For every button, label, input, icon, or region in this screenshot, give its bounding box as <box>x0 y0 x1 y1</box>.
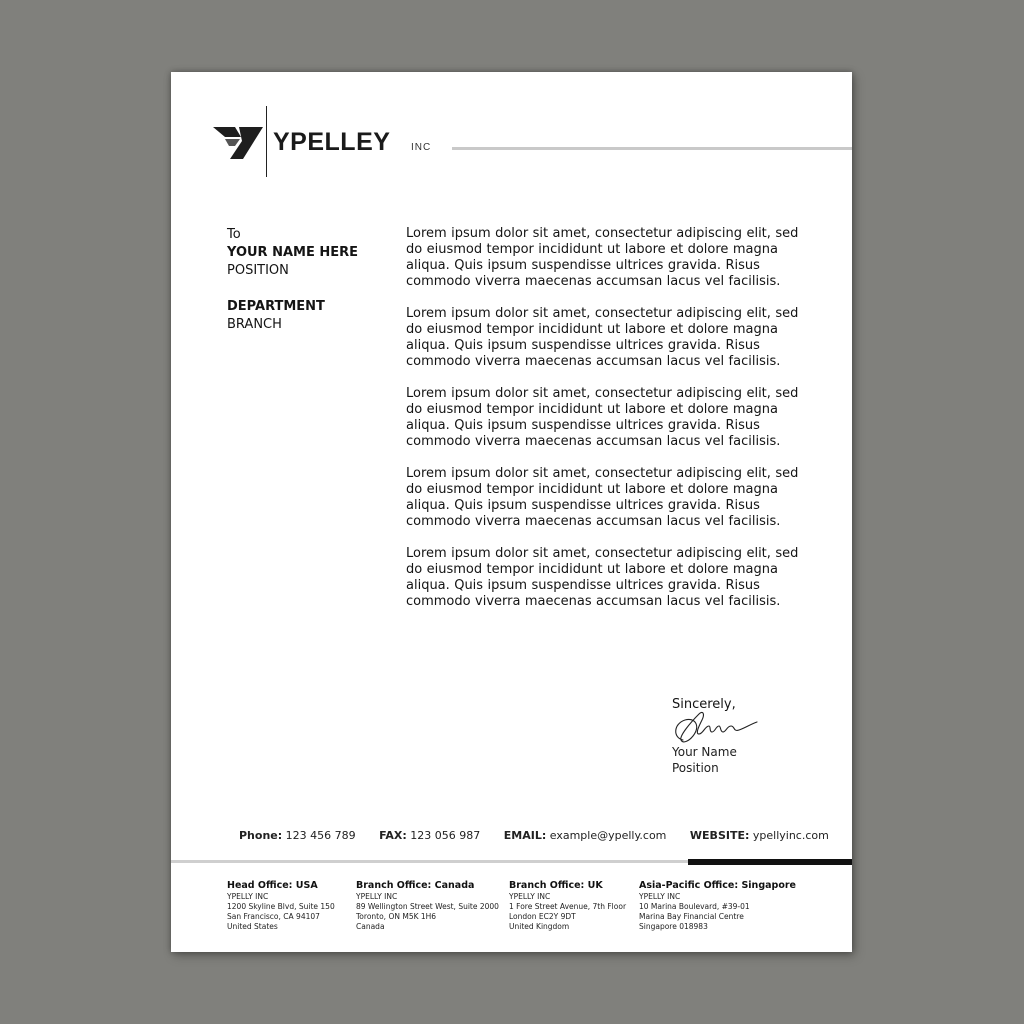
recipient-branch: BRANCH <box>227 317 282 332</box>
header-rule <box>452 147 852 150</box>
contact-fax <box>379 829 484 842</box>
letter-body <box>406 226 816 626</box>
office-title: Branch Office: Canada <box>356 880 475 891</box>
office-line: Marina Bay Financial Centre <box>639 912 744 921</box>
office-title: Asia-Pacific Office: Singapore <box>639 880 796 891</box>
website-label: WEBSITE: <box>689 829 750 842</box>
contact-row <box>239 829 849 842</box>
office-canada <box>356 879 499 932</box>
body-paragraph: Lorem ipsum dolor sit amet, consectetur adipiscing elit, sed do eiusmod tempor incididunt ut labore et dolore magna aliqua. Quis ipsum suspendisse ultrices gravida. Risus commodo viverra maecenas accumsan lacus vel facilisis. <box>406 546 799 609</box>
body-paragraph: Lorem ipsum dolor sit amet, consectetur adipiscing elit, sed do eiusmod tempor incididunt ut labore et dolore magna aliqua. Quis ipsum suspendisse ultrices gravida. Risus commodo viverra maecenas accumsan lacus vel facilisis. <box>406 226 799 289</box>
email-value: example@ypelly.com <box>549 829 667 842</box>
website-value: ypellyinc.com <box>752 829 829 842</box>
office-line: Toronto, ON M5K 1H6 <box>356 912 437 921</box>
fax-value: 123 056 987 <box>410 829 481 842</box>
office-line: 89 Wellington Street West, Suite 2000 <box>356 902 499 911</box>
signoff: Sincerely, <box>672 697 736 712</box>
contact-email <box>504 829 670 842</box>
office-singapore <box>639 879 796 932</box>
office-line: Singapore 018983 <box>639 922 708 931</box>
body-paragraph: Lorem ipsum dolor sit amet, consectetur adipiscing elit, sed do eiusmod tempor incididunt ut labore et dolore magna aliqua. Quis ipsum suspendisse ultrices gravida. Risus commodo viverra maecenas accumsan lacus vel facilisis. <box>406 306 799 369</box>
office-line: YPELLY INC <box>356 892 398 901</box>
contact-website <box>690 829 829 842</box>
office-line: YPELLY INC <box>639 892 681 901</box>
logo-divider <box>266 106 267 177</box>
recipient-department: DEPARTMENT <box>227 299 325 314</box>
letterhead-page <box>171 72 852 952</box>
recipient-position: POSITION <box>227 263 289 278</box>
office-uk <box>509 879 626 932</box>
sender-position: Position <box>672 761 719 775</box>
office-line: 10 Marina Boulevard, #39-01 <box>639 902 750 911</box>
phone-label: Phone: <box>239 829 283 842</box>
footer-rule-accent <box>688 859 852 865</box>
body-paragraph: Lorem ipsum dolor sit amet, consectetur adipiscing elit, sed do eiusmod tempor incididunt ut labore et dolore magna aliqua. Quis ipsum suspendisse ultrices gravida. Risus commodo viverra maecenas accumsan lacus vel facilisis. <box>406 386 799 449</box>
office-line: YPELLY INC <box>509 892 551 901</box>
office-line: 1200 Skyline Blvd, Suite 150 <box>227 902 335 911</box>
to-label: To <box>227 227 241 242</box>
office-line: United Kingdom <box>509 922 570 931</box>
brand-name: YPELLEY <box>273 128 391 156</box>
phone-value: 123 456 789 <box>285 829 356 842</box>
office-line: London EC2Y 9DT <box>509 912 576 921</box>
brand-logo-icon <box>213 127 263 159</box>
body-paragraph: Lorem ipsum dolor sit amet, consectetur adipiscing elit, sed do eiusmod tempor incididunt ut labore et dolore magna aliqua. Quis ipsum suspendisse ultrices gravida. Risus commodo viverra maecenas accumsan lacus vel facilisis. <box>406 466 799 529</box>
recipient-name: YOUR NAME HERE <box>227 245 359 260</box>
email-label: EMAIL: <box>503 829 547 842</box>
office-line: YPELLY INC <box>227 892 269 901</box>
office-line: San Francisco, CA 94107 <box>227 912 320 921</box>
fax-label: FAX: <box>379 829 407 842</box>
brand-suffix: INC <box>411 142 432 153</box>
sender-name: Your Name <box>672 745 737 759</box>
office-line: Canada <box>356 922 385 931</box>
office-line: United States <box>227 922 278 931</box>
office-line: 1 Fore Street Avenue, 7th Floor <box>509 902 627 911</box>
office-title: Head Office: USA <box>227 880 318 891</box>
office-title: Branch Office: UK <box>509 880 603 891</box>
contact-phone <box>239 829 359 842</box>
signature-block <box>672 744 737 776</box>
recipient-block <box>227 226 387 334</box>
office-usa <box>227 879 335 932</box>
